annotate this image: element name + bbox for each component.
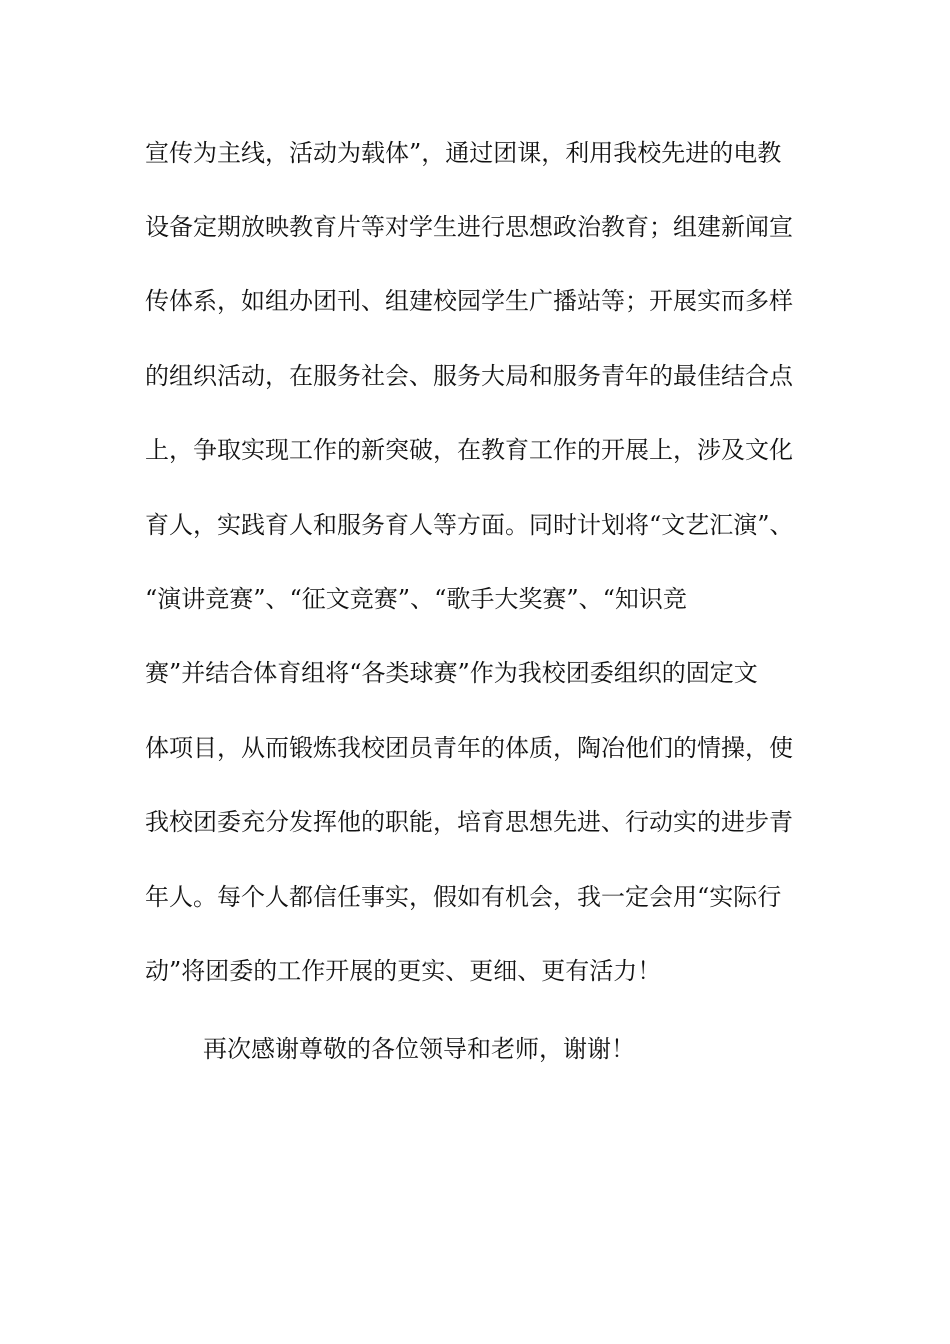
body-line: 育人，实践育人和服务育人等方面。同时计划将“文艺汇演”、 — [145, 511, 794, 539]
body-line: 设备定期放映教育片等对学生进行思想政治教育；组建新闻宣 — [145, 213, 793, 241]
body-line: 年人。每个人都信任事实，假如有机会，我一定会用“实际行 — [145, 883, 782, 911]
body-line: 上，争取实现工作的新突破，在教育工作的开展上，涉及文化 — [145, 436, 793, 464]
body-line: 赛”并结合体育组将“各类球赛”作为我校团委组织的固定文 — [145, 659, 758, 687]
body-line: 宣传为主线，活动为载体”，通过团课，利用我校先进的电教 — [145, 139, 782, 167]
body-line: 传体系，如组办团刊、组建校园学生广播站等；开展实而多样 — [145, 287, 793, 315]
body-line: 动”将团委的工作开展的更实、更细、更有活力！ — [145, 957, 662, 985]
closing-line: 再次感谢尊敬的各位领导和老师，谢谢！ — [203, 1035, 635, 1063]
body-line: 的组织活动，在服务社会、服务大局和服务青年的最佳结合点 — [145, 362, 793, 390]
body-line: 体项目，从而锻炼我校团员青年的体质，陶冶他们的情操，使 — [145, 734, 793, 762]
body-line: “演讲竞赛”、“征文竞赛”、“歌手大奖赛”、“知识竞 — [145, 585, 687, 613]
body-line: 我校团委充分发挥他的职能，培育思想先进、行动实的进步青 — [145, 808, 793, 836]
